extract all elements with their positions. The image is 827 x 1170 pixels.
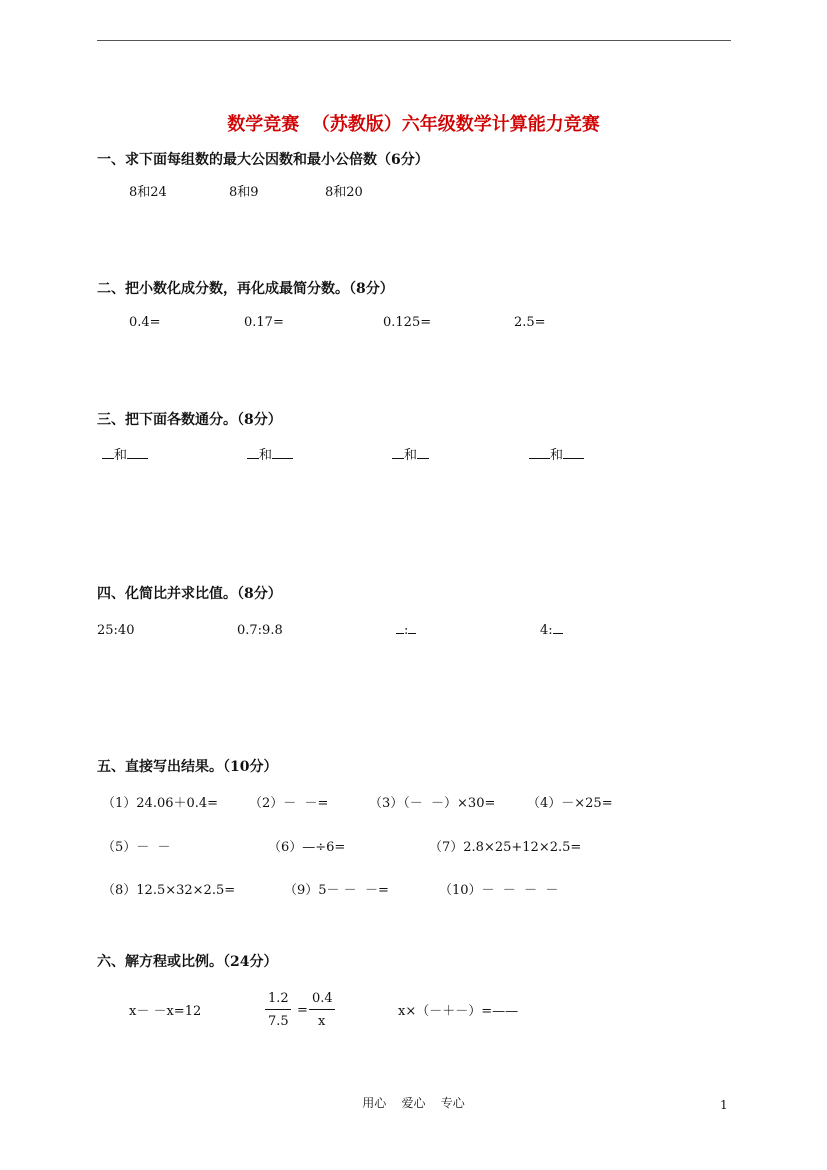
s3-item-2: 和: [247, 448, 293, 464]
s6-frac2-numerator: 0.4: [312, 991, 333, 1006]
s5-r2-item-2: （6）—÷6=: [268, 840, 346, 855]
page-title: 数学竞赛 （苏教版）六年级数学计算能力竞赛: [227, 114, 600, 135]
s6-frac2-denominator: x: [318, 1014, 326, 1029]
s6-equation-1: x－ －x=12: [129, 1004, 202, 1019]
s5-r1-item-3: （3）（－ －）×30=: [369, 796, 496, 811]
section-3-heading: 三、把下面各数通分。（8分）: [97, 412, 282, 428]
s6-frac1-bar: [265, 1009, 291, 1010]
s2-item-3: 0.125=: [383, 315, 432, 330]
section-4-heading: 四、化简比并求比值。（8分）: [97, 586, 282, 602]
s6-frac1-denominator: 7.5: [268, 1014, 289, 1029]
s6-frac2-bar: [309, 1009, 335, 1010]
s6-equals-sign: =: [297, 1003, 308, 1018]
s3-item-4: 和: [529, 448, 584, 464]
section-5-heading: 五、直接写出结果。（10分）: [97, 759, 278, 775]
s5-r2-item-3: （7）2.8×25+12×2.5=: [429, 840, 582, 855]
footer-motto: 用心 爱心 专心: [362, 1096, 465, 1110]
s1-item-1: 8和24: [129, 185, 167, 200]
s1-item-2: 8和9: [229, 185, 259, 200]
s1-item-3: 8和20: [325, 185, 363, 200]
s6-equation-3: x×（－＋－）=——: [398, 1004, 519, 1019]
s5-r3-item-3: （10）－ － － －: [439, 883, 559, 898]
s2-item-2: 0.17=: [244, 315, 284, 330]
s5-r1-item-1: （1）24.06＋0.4=: [102, 796, 219, 811]
header-rule: [97, 40, 731, 41]
section-1-heading: 一、求下面每组数的最大公因数和最小公倍数（6分）: [97, 152, 429, 168]
s4-item-3: :: [396, 623, 416, 639]
s5-r3-item-2: （9）5－ － －=: [284, 883, 389, 898]
s5-r1-item-4: （4）－×25=: [527, 796, 613, 811]
s5-r3-item-1: （8）12.5×32×2.5=: [102, 883, 236, 898]
s5-r2-item-1: （5）－ －: [102, 840, 171, 855]
s4-item-1: 25:40: [97, 623, 135, 638]
s6-frac1-numerator: 1.2: [268, 991, 289, 1006]
s5-r1-item-2: （2）－ －=: [249, 796, 329, 811]
page-number: 1: [720, 1098, 728, 1112]
s2-item-1: 0.4=: [129, 315, 161, 330]
section-6-heading: 六、解方程或比例。（24分）: [97, 954, 278, 970]
section-2-heading: 二、把小数化成分数，再化成最简分数。（8分）: [97, 281, 394, 297]
s2-item-4: 2.5=: [514, 315, 546, 330]
s4-item-4: 4:: [540, 623, 563, 639]
s3-item-1: 和: [102, 448, 148, 464]
s4-item-2: 0.7:9.8: [237, 623, 283, 638]
s3-item-3: 和: [392, 448, 429, 464]
